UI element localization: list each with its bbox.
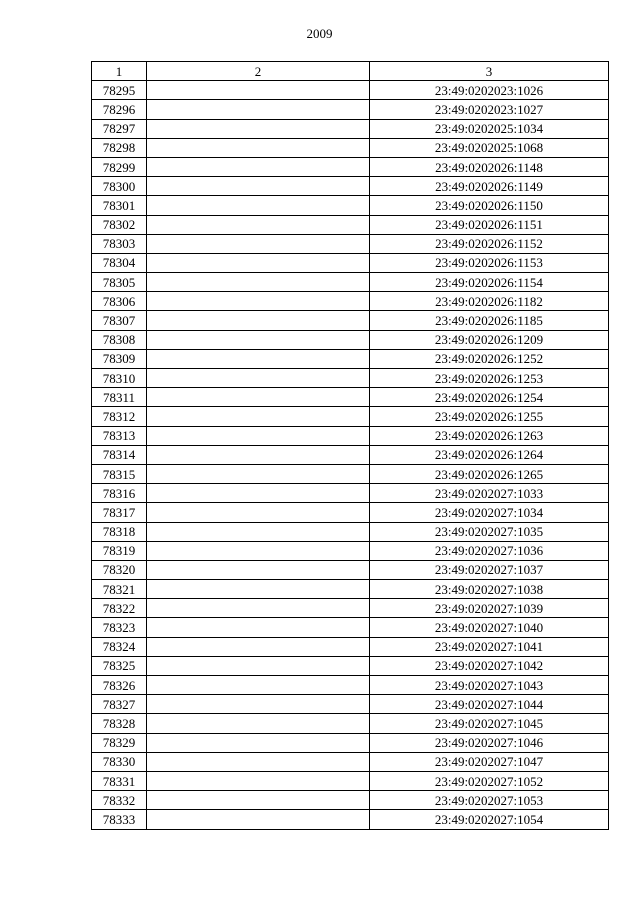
table-cell-col-2 [147,273,370,292]
table-cell-col-2 [147,196,370,215]
table-cell-col-2 [147,676,370,695]
table-cell-col-2 [147,388,370,407]
table-cell-col-3: 23:49:0202027:1046 [370,733,609,752]
table-cell-col-2 [147,752,370,771]
table-row [92,138,609,157]
table-cell-col-2 [147,215,370,234]
table-cell-col-3: 23:49:0202026:1152 [370,234,609,253]
table-row [92,388,609,407]
table-body [92,81,609,829]
table-row [92,100,609,119]
table-cell-col-3: 23:49:0202025:1034 [370,119,609,138]
table-cell-col-1: 78320 [92,560,147,579]
table-cell-col-3: 23:49:0202027:1042 [370,656,609,675]
table-cell-col-1: 78331 [92,771,147,790]
table-cell-col-2 [147,580,370,599]
table-cell-col-3: 23:49:0202026:1264 [370,445,609,464]
table-cell-col-2 [147,426,370,445]
table-row [92,464,609,483]
table-cell-col-3: 23:49:0202026:1253 [370,369,609,388]
table-cell-col-2 [147,810,370,829]
table-cell-col-1: 78299 [92,157,147,176]
table-cell-col-3: 23:49:0202027:1052 [370,771,609,790]
table-row [92,157,609,176]
table-cell-col-3: 23:49:0202026:1151 [370,215,609,234]
table-cell-col-1: 78317 [92,503,147,522]
table-row [92,733,609,752]
table-cell-col-2 [147,522,370,541]
table-row [92,81,609,100]
table-cell-col-1: 78307 [92,311,147,330]
table-row [92,695,609,714]
table-row [92,253,609,272]
table-row [92,426,609,445]
table-cell-col-2 [147,407,370,426]
table-cell-col-2 [147,157,370,176]
table-cell-col-1: 78319 [92,541,147,560]
table-cell-col-1: 78333 [92,810,147,829]
table-cell-col-3: 23:49:0202026:1149 [370,177,609,196]
table-cell-col-3: 23:49:0202026:1263 [370,426,609,445]
table-cell-col-3: 23:49:0202026:1154 [370,273,609,292]
table-cell-col-3: 23:49:0202026:1153 [370,253,609,272]
table-cell-col-3: 23:49:0202027:1036 [370,541,609,560]
table-row [92,484,609,503]
table-cell-col-1: 78326 [92,676,147,695]
table-cell-col-2 [147,714,370,733]
table-cell-col-2 [147,618,370,637]
table-cell-col-1: 78304 [92,253,147,272]
table-row [92,349,609,368]
table-cell-col-1: 78295 [92,81,147,100]
table-row [92,791,609,810]
table-cell-col-2 [147,445,370,464]
table-cell-col-2 [147,138,370,157]
table-row [92,369,609,388]
table-cell-col-1: 78321 [92,580,147,599]
table-cell-col-1: 78330 [92,752,147,771]
table-cell-col-3: 23:49:0202027:1054 [370,810,609,829]
table-row [92,215,609,234]
table-cell-col-1: 78310 [92,369,147,388]
table-cell-col-3: 23:49:0202023:1026 [370,81,609,100]
table-cell-col-2 [147,349,370,368]
table-row [92,560,609,579]
table-cell-col-1: 78332 [92,791,147,810]
table-cell-col-2 [147,637,370,656]
table-cell-col-3: 23:49:0202027:1040 [370,618,609,637]
table-row [92,541,609,560]
table-row [92,752,609,771]
table-cell-col-3: 23:49:0202026:1254 [370,388,609,407]
table-cell-col-2 [147,177,370,196]
table-cell-col-3: 23:49:0202027:1043 [370,676,609,695]
table-row [92,445,609,464]
table-row [92,522,609,541]
table-cell-col-2 [147,234,370,253]
table-row [92,676,609,695]
table-row [92,234,609,253]
table-row [92,810,609,829]
table-row [92,292,609,311]
table-cell-col-3: 23:49:0202027:1053 [370,791,609,810]
table-cell-col-2 [147,541,370,560]
table-cell-col-2 [147,81,370,100]
table-cell-col-3: 23:49:0202026:1185 [370,311,609,330]
table-cell-col-1: 78306 [92,292,147,311]
table-cell-col-3: 23:49:0202027:1041 [370,637,609,656]
table-cell-col-3: 23:49:0202027:1035 [370,522,609,541]
table-cell-col-3: 23:49:0202026:1252 [370,349,609,368]
table-cell-col-2 [147,100,370,119]
table-cell-col-1: 78327 [92,695,147,714]
table-row [92,119,609,138]
table-row [92,618,609,637]
table-row [92,637,609,656]
table-cell-col-1: 78312 [92,407,147,426]
table-cell-col-1: 78297 [92,119,147,138]
table-cell-col-1: 78328 [92,714,147,733]
column-header-1: 1 [92,62,147,81]
table-cell-col-2 [147,119,370,138]
table-cell-col-1: 78313 [92,426,147,445]
table-cell-col-1: 78329 [92,733,147,752]
table-cell-col-1: 78324 [92,637,147,656]
table-cell-col-2 [147,560,370,579]
table-cell-col-1: 78323 [92,618,147,637]
table-cell-col-3: 23:49:0202027:1033 [370,484,609,503]
table-cell-col-2 [147,656,370,675]
table-cell-col-2 [147,464,370,483]
table-cell-col-3: 23:49:0202025:1068 [370,138,609,157]
table-cell-col-2 [147,330,370,349]
table-cell-col-3: 23:49:0202027:1037 [370,560,609,579]
table-cell-col-3: 23:49:0202026:1150 [370,196,609,215]
table-cell-col-2 [147,484,370,503]
table-cell-col-1: 78322 [92,599,147,618]
table-cell-col-2 [147,771,370,790]
table-cell-col-3: 23:49:0202026:1265 [370,464,609,483]
table-cell-col-1: 78308 [92,330,147,349]
table-row [92,656,609,675]
table-cell-col-2 [147,733,370,752]
table-header [92,62,609,81]
table-cell-col-3: 23:49:0202026:1182 [370,292,609,311]
table-cell-col-2 [147,311,370,330]
table-cell-col-2 [147,503,370,522]
table-cell-col-1: 78305 [92,273,147,292]
table-cell-col-1: 78298 [92,138,147,157]
table-row [92,714,609,733]
table-cell-col-2 [147,695,370,714]
data-table [91,61,609,830]
table-cell-col-3: 23:49:0202026:1255 [370,407,609,426]
column-header-3: 3 [370,62,609,81]
table-cell-col-3: 23:49:0202023:1027 [370,100,609,119]
table-cell-col-1: 78302 [92,215,147,234]
table-cell-col-1: 78316 [92,484,147,503]
table-cell-col-1: 78301 [92,196,147,215]
table-cell-col-2 [147,369,370,388]
table-cell-col-1: 78309 [92,349,147,368]
table-row [92,311,609,330]
table-row [92,580,609,599]
table-cell-col-1: 78318 [92,522,147,541]
table-row [92,503,609,522]
table-cell-col-1: 78300 [92,177,147,196]
table-cell-col-1: 78296 [92,100,147,119]
table-cell-col-3: 23:49:0202027:1034 [370,503,609,522]
table-cell-col-3: 23:49:0202026:1148 [370,157,609,176]
table-cell-col-1: 78303 [92,234,147,253]
table-cell-col-3: 23:49:0202026:1209 [370,330,609,349]
table-cell-col-1: 78325 [92,656,147,675]
table-cell-col-1: 78315 [92,464,147,483]
column-header-2: 2 [147,62,370,81]
table-cell-col-3: 23:49:0202027:1047 [370,752,609,771]
table-cell-col-1: 78314 [92,445,147,464]
table-row [92,599,609,618]
table-row [92,196,609,215]
table-row [92,407,609,426]
table-cell-col-3: 23:49:0202027:1045 [370,714,609,733]
table-cell-col-2 [147,292,370,311]
table-cell-col-2 [147,599,370,618]
table-row [92,177,609,196]
table-cell-col-3: 23:49:0202027:1038 [370,580,609,599]
table-row [92,771,609,790]
table-row [92,330,609,349]
table-cell-col-3: 23:49:0202027:1044 [370,695,609,714]
table-cell-col-3: 23:49:0202027:1039 [370,599,609,618]
header-row [92,62,609,81]
table-cell-col-2 [147,253,370,272]
table-row [92,273,609,292]
table-cell-col-2 [147,791,370,810]
page-number: 2009 [306,26,333,41]
table-cell-col-1: 78311 [92,388,147,407]
